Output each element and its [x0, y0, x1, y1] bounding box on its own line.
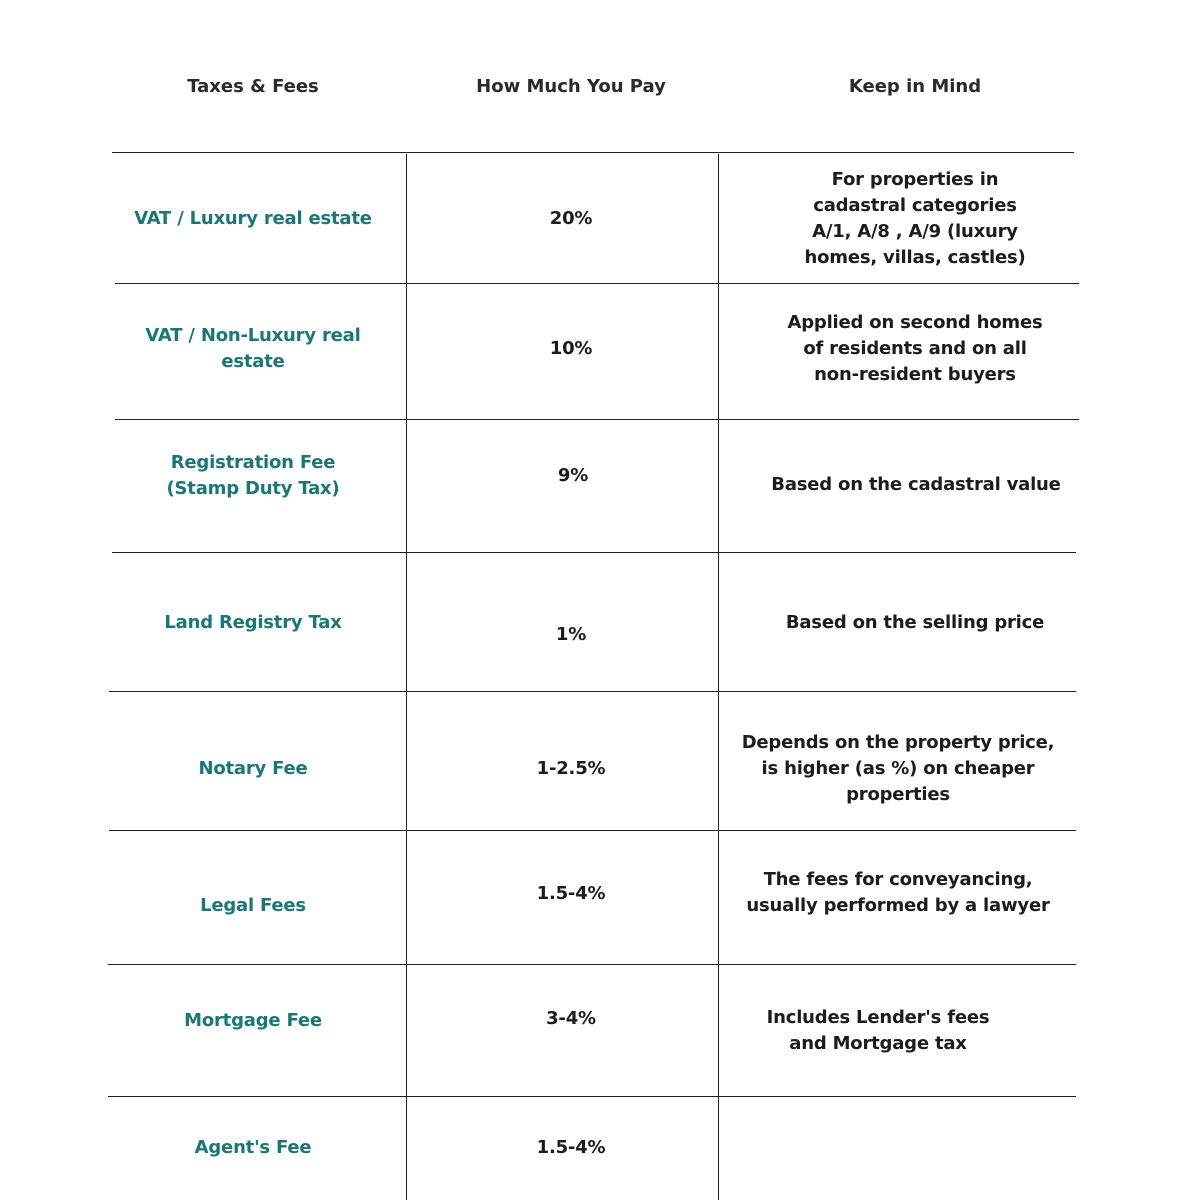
table-row-name: Registration Fee (Stamp Duty Tax) [166, 452, 340, 499]
table-row-pay: 1% [555, 624, 587, 645]
table-row-name: VAT / Luxury real estate [134, 207, 372, 229]
table-row-pay: 20% [549, 207, 593, 229]
header-taxes-fees: Taxes & Fees [187, 75, 319, 97]
table-row-name: Agent's Fee [194, 1137, 312, 1158]
table-row-note: The fees for conveyancing, usually performed by a lawyer [746, 869, 1050, 916]
table-row-note: Based on the cadastral value [771, 474, 1061, 495]
row-divider [112, 552, 1076, 553]
table-row-pay: 9% [557, 465, 589, 486]
table-row-name: Land Registry Tax [164, 612, 342, 633]
table-row-name: VAT / Non-Luxury real estate [145, 324, 361, 372]
table-row-note: Includes Lender's fees and Mortgage tax [766, 1007, 990, 1054]
table-row-pay: 3-4% [546, 1008, 596, 1029]
table-row-note: Based on the selling price [785, 612, 1045, 633]
column-divider [406, 154, 407, 1200]
table-row-pay: 1.5-4% [536, 1137, 606, 1158]
table-row-pay: 10% [549, 337, 593, 359]
table-top-rule [112, 152, 1074, 153]
table-row-pay: 1.5-4% [536, 883, 606, 904]
table-row-name: Notary Fee [198, 758, 308, 779]
table-row-pay: 1-2.5% [536, 758, 606, 779]
table-row-note [740, 1100, 1080, 1196]
table-row-name: Legal Fees [200, 895, 306, 916]
table-row-note: Applied on second homes of residents and on all non-resident buyers [787, 311, 1043, 385]
header-how-much-you-pay: How Much You Pay [476, 75, 666, 97]
table-row-name: Mortgage Fee [184, 1010, 322, 1031]
header-keep-in-mind: Keep in Mind [848, 75, 982, 97]
table-row-note: Depends on the property price, is higher (as %) on cheaper properties [741, 732, 1055, 805]
table-row-note: For properties in cadastral categories A/1, A/8 , A/9 (luxury homes, villas, castles) [804, 168, 1026, 268]
